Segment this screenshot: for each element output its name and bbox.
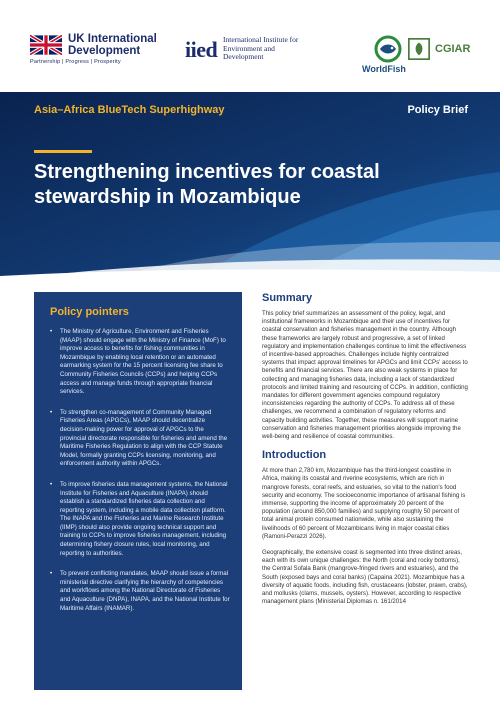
cgiar-leaf-icon <box>408 38 430 60</box>
title-accent-bar <box>34 150 92 153</box>
iied-mark: iied <box>185 37 218 62</box>
page-title: Strengthening incentives for coastal stewardship in Mozambique <box>34 161 380 208</box>
introduction-paragraph-1: At more than 2,780 km, Mozambique has the third-longest coastline in Africa, making its coastal and riverine ecosystems, which are rich in mangrove forests, coral reefs, and estuaries, so vital to the nation's food security and economy. The socioeconomic importance of artisanal fishing is immense, supporting the income of approximately 20 percent of the population (around 850,000 families) and supplying roughly 50 percent of total animal protein consumed nationwide, while also sustaining the livelihoods of 60 percent of Mozambicans living in major coastal cities (Ramoni-Perazzi 2026). <box>262 467 466 540</box>
ukid-tagline: Partnership | Progress | Prosperity <box>30 59 121 65</box>
cgiar-label: CGIAR <box>435 43 471 55</box>
worldfish-label: WorldFish <box>362 64 406 74</box>
ukid-name: UK International Development <box>68 33 157 57</box>
policy-pointers-list <box>50 328 230 613</box>
policy-pointer-item: • To prevent conflicting mandates, MAAP should issue a formal ministerial directive clarifying the hierarchy of competencies and workflows among the National Directorate of Fisheries and Aquaculture (DNPA), INAPA, and the National Institute for Maritime Affairs (INAMAR). <box>50 570 230 613</box>
document-type: Policy Brief <box>407 104 468 116</box>
cgiar-logo <box>408 38 471 68</box>
policy-pointer-item: • To improve fisheries data management systems, the National Institute for Fisheries and Aquaculture (INAPA) should establish a standardized fisheries data collection and reporting system, including a mobile data collection platform. The INAPA and the Fisheries and Marine Research Institute (IIMP) should also provide ongoing technical support and training to CCPs to improve fisheries management, including determining fishery closure rules, local monitoring, and reporting to authorities. <box>50 481 230 558</box>
introduction-paragraph-2: Geographically, the extensive coast is segmented into three distinct areas, each with its own unique challenges: the North (coral and rocky bottoms), the Central Sofala Bank (mangrove-fringed rivers and estuaries), and the South (exposed bays and coral banks) (Capaina 2021). Mozambique has a diversity of aquatic foods, including fish, crustaceans (lobster, prawn, crabs), and mollusks (clams, mussels, oysters). However, according to respective management plans (Ministerial Diplomas n. 161/2014 <box>262 549 468 606</box>
policy-pointers-box <box>34 292 242 690</box>
logo-header <box>0 0 500 92</box>
series-title: Asia–Africa BlueTech Superhighway <box>34 104 225 116</box>
introduction-heading: Introduction <box>262 449 327 462</box>
worldfish-globe-icon <box>374 35 402 63</box>
summary-heading: Summary <box>262 292 313 304</box>
main-text-column <box>262 292 468 615</box>
union-jack-icon <box>30 35 62 55</box>
title-banner <box>0 92 500 276</box>
iied-name: International Institute for Environment and Development <box>223 35 299 61</box>
policy-pointers-heading: Policy pointers <box>50 306 129 318</box>
summary-text: This policy brief summarizes an assessment of the policy, legal, and institutional frameworks in Mozambique and their use of incentives for coastal conservation and fisheries management in the country. Although these frameworks are largely robust and progressive, a set of linked regulatory and implementation challenges continue to limit the effectiveness of incentive-based approaches. Challenges include highly centralized systems that impact approval timelines for APGCs and limit CCPs' access to benefits and financial services. There are also weak systems in place for collecting and managing fisheries data, including a lack of standardized protocols and limited training and resourcing of CCPs. In addition, conflicting mandates for different government agencies compound regulatory inconsistencies regarding the authority of CCPs. To address all of these challenges, we recommend a combination of regulatory reforms and capacity building activities. Together, these measures will support marine conservation and fisheries management priorities alongside improving the well-being and resilience of coastal communities. <box>262 310 468 441</box>
policy-pointer-item: • The Ministry of Agriculture, Environment and Fisheries (MAAP) should engage with the Ministry of Finance (MoF) to improve access to benefits for fishing communities in Mozambique by enabling local retention or an automated earmarking system for the 15 percent licensing fee share to Community Fisheries Councils (CCPs) and helping CCPs access and manage funds through appropriate financial services. <box>50 328 230 397</box>
policy-pointer-item: • To strengthen co-management of Community Managed Fisheries Areas (APGCs), MAAP should decentralize decision-making power for approval of APGCs to the provincial directorate responsible for fisheries and amend the Maritime Fisheries Regulation to align with the CCP Statute Model, formally granting CCPs licensing, monitoring, and enforcement authority within APGCs. <box>50 409 230 469</box>
worldfish-logo <box>362 35 412 75</box>
